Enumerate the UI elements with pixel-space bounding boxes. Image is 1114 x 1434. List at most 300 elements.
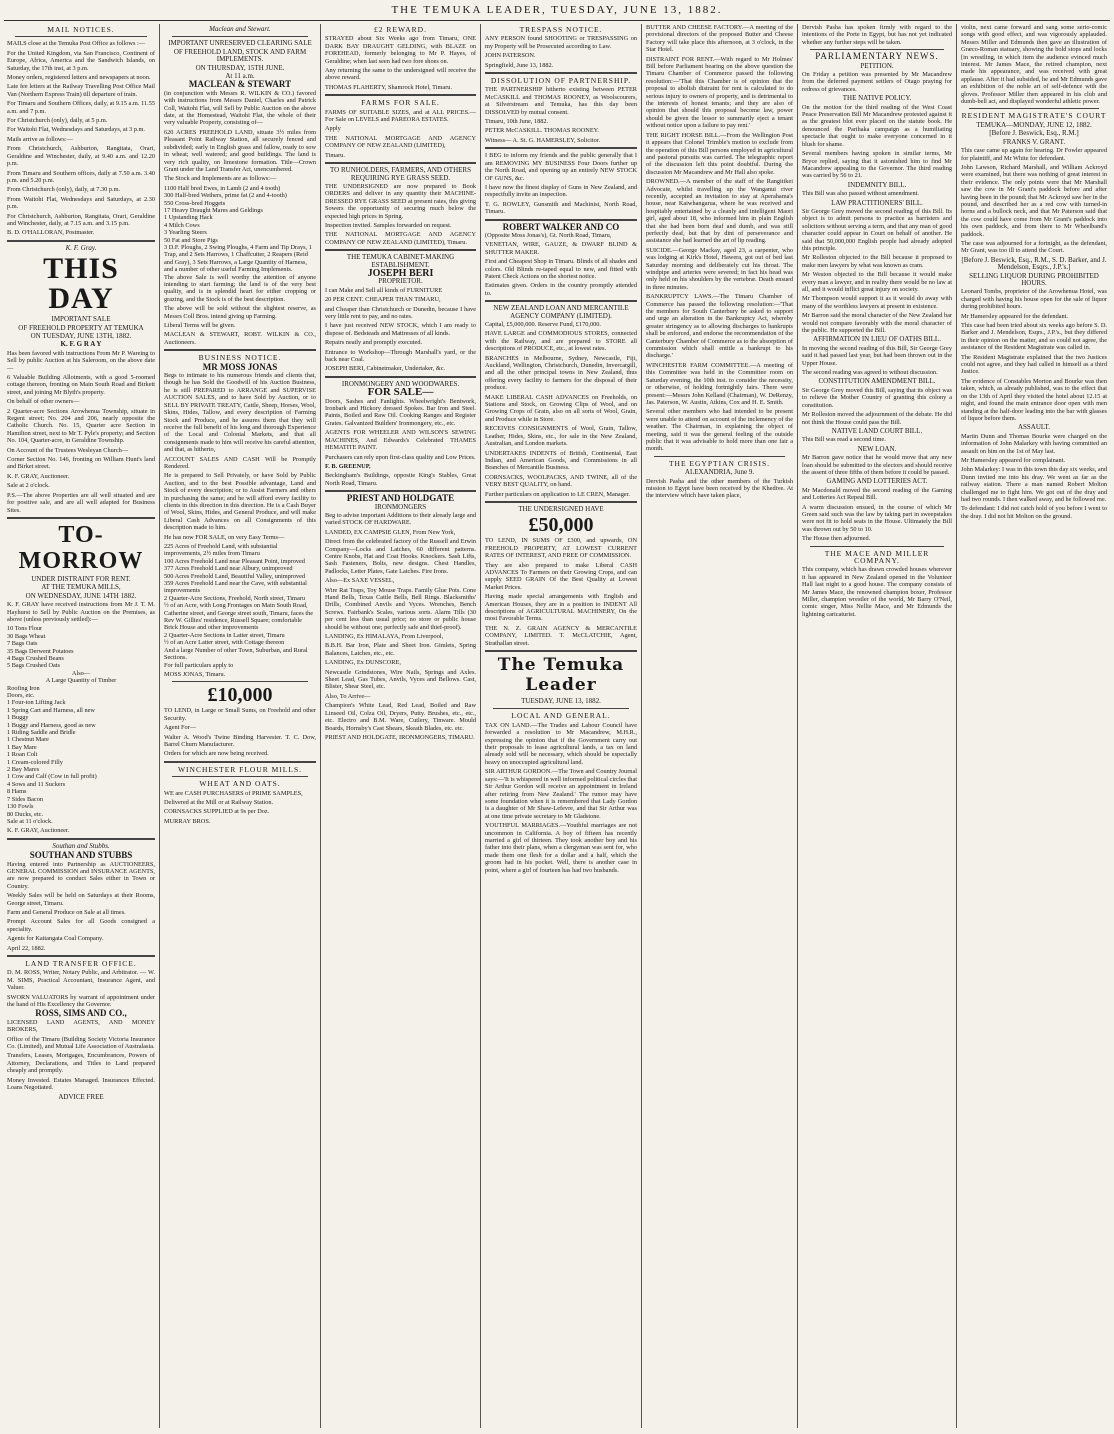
- ad-date: Timaru, 10th June, 1882.: [485, 118, 549, 126]
- divider: [7, 240, 155, 242]
- column-divider: [480, 24, 481, 1428]
- article-text: John Lawson, Richard Marshall, and William Ackroyd were examined, but there was nothing of great interest in their evidence. The only points were that Mr Marshall saw the cow in Mr Grant's paddock before and after having been in the pound; that Mr Ackroyd saw her in the pound, and described her as a red cow with turned-in horns and a bullock neck, and that Mr Paterson said that the cow could have come from Mr Grant's paddock into his own paddock, and from there to Mr Wheelband's paddock.: [961, 163, 1107, 238]
- mail-text: For Timaru and Southern Offices, daily, at 9.15 a.m. 11.55 a.m. and 7 p.m.: [7, 100, 155, 115]
- section-header: LOCAL AND GENERAL.: [511, 711, 611, 721]
- list-item: 225 Acres of Freehold Land, with substantial improvements, 2½ miles from Timaru: [164, 543, 278, 558]
- article-text: Several members having spoken in similar terms, Mr Bryce replied, saying that it astonished him to find Mr Macandrew appealing to the Governor. The third reading was carried by 56 to 21.: [802, 150, 952, 180]
- article-text: The case was adjourned for a fortnight, as the defendant, Mr Grant, was too ill to attend the Court.: [961, 239, 1107, 255]
- article-text: TAX ON LAND.—The Trades and Labour Council have forwarded a resolution to Mr Macandrew, M.H.R., expressing the opinion that if the Government carry out their proposals to lease agricultural lands, a tax on land already sold will be necessary, which should be especially heavy on unoccupied agricultural land.: [485, 721, 637, 766]
- mail-text: From Christchurch, Ashburton, Rangitata, Orari, Geraldine and Winchester, daily, at 9.40 a.m. and 12.20 p.m.: [7, 145, 155, 168]
- list-item: 4 Bags Crushed Beans: [7, 654, 64, 662]
- divider: [969, 108, 1099, 109]
- ad-text: Also, To Arrive—: [325, 692, 371, 700]
- column-divider: [641, 24, 642, 1428]
- list-item: 1 Buggy and Harness, good as new: [7, 721, 96, 729]
- auctioneer-name: K. F. G R A Y: [60, 340, 102, 349]
- firm-name: JOSEPH BERI: [367, 267, 434, 279]
- divider: [164, 349, 316, 351]
- article-text: On Friday a petition was presented by Mr Macandrew from the deferred payment settlers of Otago praying for redress of grievances.: [802, 71, 952, 93]
- article-text: Dervish Pasha has spoken firmly with regard to the intentions of the Porte in Egypt, but has not yet indicated whether any further steps will be taken.: [802, 24, 952, 46]
- article-text: John Malarkey: I was in this town this day six weeks, and Dunn invited me into his dray. We went as far as the railway station. There a man named Robert Molton challenged me to fight him. We got out of the dray and had two rounds. I then walked away, and he followed me.: [961, 466, 1107, 503]
- advertiser-tag: Southan and Stubbs.: [52, 841, 110, 850]
- advertiser-tag: K. F. Gray.: [65, 243, 97, 252]
- article-text: This company, which has drawn crowded houses wherever it has appeared in New Zealand opened in the Volunteer Hall last night to a good house. The company consists of Mr James Mace, the renowned champion boxer, Professor Miller, champion wrestler of the world, Mr Barry O'Neil, comic singer, Miss Nellie Mace, and Mr Edmunds the lightning caricaturist.: [802, 566, 952, 618]
- ad-text: Prompt Account Sales for all Goods consigned a speciality.: [7, 918, 155, 933]
- list-item: 1 Four-ton Lifting Jack: [7, 699, 66, 707]
- ad-text: He has now FOR SALE, on very Easy Terms—: [164, 533, 285, 541]
- article-text: Mr Weston objected to the Bill because it would make every man a lawyer, and in reality there would be no law at all, and it would inflict great injury on society.: [802, 271, 952, 293]
- list-item: 1 Riding Saddle and Bridle: [7, 729, 76, 737]
- article-text: Sir George Grey moved the second reading of this Bill. Its object is to admit persons to practice as barristers and solicitors without serving a term, and that any man of good character could appear in Court on behalf of another. He said that 50,000,000 English people had already adopted this principle.: [802, 207, 952, 252]
- sale-time: Sale at 11 o'clock.: [7, 817, 53, 825]
- ad-text: P.S.—The above Properties are all well situated and are for positive sale, and are all well adapted for Business Sites.: [7, 491, 155, 514]
- ad-signature: THOMAS FLAHERTY, Shamrock Hotel, Timaru.: [325, 83, 453, 91]
- ad-signature: PETER McCASKILL. THOMAS ROONEY.: [485, 127, 599, 135]
- ad-heading: NEW ZEALAND LOAN AND MERCANTILE AGENCY COMPANY (LIMITED).: [493, 304, 629, 320]
- divider: [7, 955, 155, 957]
- subheading: SELLING LIQUOR DURING PROHIBITED HOURS.: [969, 271, 1099, 287]
- ad-text: D. M. ROSS, Writer, Notary Public, and Arbitrator. — W. M. SIMS, Practical Accountant, Insurance Agent, and Valuer.: [7, 969, 155, 992]
- article-text: The Resident Magistrate explained that the two Justices could not agree, and they had called in himself as a third Justice.: [961, 353, 1107, 376]
- subheading: GAMING AND LOTTERIES ACT.: [826, 477, 928, 486]
- ad-text: The above will be sold without the slightest reserve, as Messrs Coll Bros. intend giving up Farming.: [164, 305, 316, 320]
- ad-heading: IRONMONGERS: [374, 502, 427, 511]
- ad-text: The above Sale is well worthy the attention of anyone intending to start farming; the land is of the very best quality, and is in splendid heart for either cropping or grazing, and the Stock is of the best description.: [164, 273, 316, 303]
- ad-signature: PRIEST AND HOLDGATE, IRONMONGERS, TIMARU.: [325, 733, 475, 741]
- ad-text: THE NATIONAL MORTGAGE AND AGENCY COMPANY OF NEW ZEALAND (LIMITED), Timaru.: [325, 231, 476, 246]
- ad-text: LANDING, Ex HIMALAYA, From Liverpool,: [325, 633, 444, 641]
- article-text: Mr Hamersley appeared for complainant.: [961, 456, 1066, 464]
- ad-text: LANDING, Ex DUNSCORE,: [325, 659, 401, 667]
- column-6: [799, 24, 955, 1428]
- subheading: PETITION.: [860, 61, 894, 70]
- divider: [325, 376, 476, 378]
- list-item: 2 Quarter-Acre Sections, Freehold, North street, Timaru: [164, 594, 305, 602]
- ad-text: 2 Quarter-acre Sections Arowhenua Township, situate in Regent street; No. 204 and 206, nearly opposite the Catholic Church. No. 15, Quarter acre Section in Hamilton street, next to Mr T. Pyle's property; and Section No. 104, Quarter-acre, in Geraldine Township.: [7, 407, 155, 445]
- ad-text: Beckingham's Buildings, opposite King's Stables, Great North Road, Timaru.: [325, 472, 476, 487]
- ad-text: (Opposite Moss Jonas's), Gt. North Road, Timaru,: [485, 231, 612, 239]
- list-item: 1100 Half bred Ewes, in Lamb (2 and 4 tooth): [164, 184, 281, 192]
- subheading: NEW LOAN.: [857, 444, 897, 453]
- ad-signature: MOSS JONAS, Timaru.: [164, 670, 226, 678]
- ad-text: Begs to intimate to his numerous friends and clients that, though he has Sold the Goodwill of his Auction Business, he is still PREPARED to ARRANGE and SUPERVISE AUCTION SALES, and to have Sold by Auction, or to SELL BY PRIVATE TREATY, Cattle, Sheep, Horses, Wool, Skins, Hides, Tallow, and every description of Farming Stock and Produce, and he assures them that they will receive the full benefit of his long and thorough Experience of the Local and Colonial Markets, and that all consignments made to him will receive his careful attention, and that, as hitherto,: [164, 372, 316, 454]
- list-item: 2 Quarter-Acre Sections in Latter street, Timaru: [164, 631, 285, 639]
- ad-text: FARMS OF SUITABLE SIZES, and at ALL PRICES.—For Sale on LEVELS and PAREORA ESTATES.: [325, 108, 476, 124]
- divider: [493, 708, 629, 709]
- ad-text: ANY PERSON found SHOOTING or TRESPASSING on my Property will be Prosecuted according to Law.: [485, 35, 637, 50]
- ad-text: Champion's White Lead, Red Lead, Boiled and Raw Linseed Oil, Colza Oil, Dryers, Putty. Brushes, etc., etc., etc. Electro and B.M. Ware, Cutlery, Tinware. Mould Boards, Hornsby's Cast Shears, Skeath Blades, etc. etc.: [325, 702, 476, 732]
- list-item: 1 Upstanding Hack: [164, 214, 213, 222]
- ad-text: and Cheaper than Christchurch or Dunedin, because I have very little rent to pay, and no rates.: [325, 305, 476, 320]
- firm-name: SOUTHAN AND STUBBS: [29, 850, 133, 861]
- firm-name: ROSS, SIMS AND CO.,: [35, 1008, 127, 1019]
- ad-text: (in conjunction with Messrs R. WILKIN & CO.) favored with instructions from Messrs Daniel, Charles and Patrick Coll, Waitohi Flat, will Sell by Public Auction on the above date, at the Homestead, Waitohi Flat, the whole of their very valuable Property, consisting of—: [164, 89, 316, 127]
- subheading: THE NATIVE POLICY.: [842, 94, 912, 103]
- article-text: YOUTHFUL MARRIAGES.—Youthful marriages are not uncommon in California. A boy of fifteen has recently married a girl of thirteen. They took another boy and his father into their plans, when a clergyman was sent for, who made them one flesh for a dollar and a half, which the groom had in his pocket. Well, there is another case in point, where a girl of fourteen has had two husbands.: [485, 822, 637, 874]
- ad-date: April 22, 1882.: [7, 944, 46, 952]
- ad-text: 6 Valuable Building Allotments, with a good 5-roomed cottage thereon, fronting on Main South Road and Birkett street, and joining Mr Blyth's property.: [7, 374, 155, 396]
- article-text: DISTRAINT FOR RENT.—With regard to Mr Holmes' Bill before Parliament bearing on the above question the Timaru Chamber of Commerce passed the following resolution:—'That this Chamber is of opinion that the proposal to abolish distraint for rent is calculated to do serious injury to owners of property, and is detrimental to the interests of honest tenants; and they are also of opinion that should this proposal become law, power should be given the lessor to summarily eject a tenant without notice upon a failure to pay rent.': [646, 55, 793, 130]
- mail-signature: B. D. O'HALLORAN, Postmaster.: [7, 229, 95, 237]
- ad-text: MAKE LIBERAL CASH ADVANCES on Freeholds, on Stations and Stock, on Growing Clips of Wool, and on Growing Crops of Grain, also on all sorts of Wool, Grain, and Produce while in Store.: [485, 393, 637, 423]
- list-item: 3 Yearling Steers: [164, 229, 207, 237]
- firm-name: MACLEAN & STEWART: [188, 79, 292, 90]
- article-text: This Bill was also passed without amendment.: [802, 190, 920, 198]
- divider: [325, 490, 476, 492]
- ad-heading: PROPRIETOR.: [378, 277, 423, 286]
- sale-subheading: UNDER DISTRAINT FOR RENT.: [31, 574, 131, 583]
- column-divider: [956, 24, 957, 1428]
- ad-heading: ON THURSDAY, 15TH JUNE.: [195, 63, 285, 72]
- column-4: [482, 24, 640, 1428]
- ad-text: Has been favored with instructions From Mr P. Wareing to Sell by public Auction at his Saleroom, on the above date—: [7, 349, 155, 372]
- section-header: FARMS FOR SALE.: [361, 98, 440, 108]
- section-header: THE MACE AND MILLER COMPANY.: [824, 548, 930, 565]
- article-text: In moving the second reading of this Bill, Sir George Grey said it had passed last year, but had been thrown out in the Upper House.: [802, 344, 952, 367]
- list-item: 80 Ducks, etc.: [7, 810, 44, 818]
- list-item: 7 Sides Bacon: [7, 795, 44, 803]
- ad-text: LICENSED LAND AGENTS, AND MONEY BROKERS,: [7, 1018, 155, 1034]
- list-item: 300 Half-bred Wethers, prime fat (2 and 4-tooth): [164, 192, 287, 200]
- ad-text: Purchasers can rely upon first-class quality and Low Prices.: [325, 453, 476, 461]
- ad-text: Orders for which are now being received.: [164, 750, 269, 758]
- list-item: Roofing Iron: [7, 684, 40, 692]
- article-text: The second reading was agreed to without discussion.: [802, 369, 938, 377]
- firm-name: PRIEST AND HOLDGATE: [346, 493, 455, 504]
- article-text: SUICIDE.—George Mackay, aged 23, a carpenter, who was lodging at Kirk's Hotel, Hawera, got out of bed last Saturday morning and deliberately cut his throat. The windpipe and arteries were severed; in fact his head was only held on his shoulders by the vertebræ. Death ensued in three minutes.: [646, 246, 793, 291]
- list-item: 130 Fowls: [7, 803, 34, 811]
- list-item: 4 Milch Cows: [164, 221, 200, 229]
- ad-text: Capital, £5,000,000. Reserve Fund, £170,000.: [485, 321, 601, 328]
- article-text: Mr Rolleston objected to the Bill because it proposed to make men lawyers by what was known as cram.: [802, 254, 952, 269]
- divider: [485, 72, 637, 74]
- divider: [164, 761, 316, 763]
- ad-text: CORNSACKS SUPPLIED at 9s per Doz.: [164, 808, 270, 816]
- subheading: LAW PRACTITIONERS' BILL.: [831, 198, 923, 207]
- list-item: 1 Cow and Calf (Cow in full profit): [7, 773, 97, 781]
- ad-signature: T. G. ROWLEY, Gunsmith and Machinist, North Road, Timaru.: [485, 200, 637, 216]
- list-item: 8 Hams: [7, 788, 27, 796]
- ad-text: Newcastle Grindstones, Wire Nails, Springs and Axles. Sheet Lead, Gas Tubes, Anvils, Vyces and Bellows. Cast, Blister, Shear Steel, etc.: [325, 668, 476, 691]
- ad-text: STRAYED about Six Weeks ago from Timaru, ONE DARK BAY DRAUGHT GELDING, with BLAZE on FOREHEAD, formerly belonging to Mr P. Hayes, of Geraldine; when last seen had two fore shoes on.: [325, 35, 476, 65]
- divider: [325, 162, 476, 164]
- ad-signature: THE N. Z. GRAIN AGENCY & MERCANTILE COMPANY, LIMITED. T. McCLATCHIE, Agent, Strathallan street.: [485, 624, 637, 647]
- ad-text: They are also prepared to make Liberal CASH ADVANCES To Farmers on their Growing Crops, and can supply SEED GRAIN Of the Best Quality at Lowest Market Prices.: [485, 561, 637, 591]
- list-item: 500 Acres Freehold Land, Beautiful Valley, unimproved: [164, 572, 306, 580]
- ad-text: Weekly Sales will be held on Saturdays at their Rooms, George street, Timaru.: [7, 892, 155, 907]
- article-text: Mr Hamersley appeared for the defendant.: [961, 312, 1068, 320]
- article-text: Mr Macdonald moved the second reading of the Gaming and Lotteries Act Repeal Bill.: [802, 486, 952, 502]
- list-item: And a large Number of other Town, Suburban, and Rural Sections.: [164, 646, 308, 662]
- list-item: 3 D.F. Ploughs, 2 Swing Ploughs, 4 Farm and Tip Drays, 1 Trap, and 2 Sets Harrows, 1 Chaffcutter, 2 Reapers (Reid and Gray), 3 Sets Harrows, a Large Quantity of Harness, and a number of other useful Farming Implements.: [164, 243, 312, 274]
- divider: [485, 147, 637, 149]
- list-item: 5 Bags Crushed Oats: [7, 662, 60, 670]
- divider: [325, 94, 476, 96]
- ad-text: BRANCHES in Melbourne, Sydney, Newcastle, Fiji, Auckland, Wellington, Christchurch, Dunedin, Invercargill, and all the other principal towns in New Zealand, thus offering every facility to farmers for the disposal of their produce.: [485, 354, 637, 392]
- article-text: violin, next came forward and sang some serio-comic songs with good effect, and was vigorously applauded. Messrs Miller and Edmunds then gave an illustration of Græco-Roman statuary, showing the bold stops and locks [in wrestling, in which item the audience evinced much interest. Mr James Mace, the retired champion, next made his appearance, and was received with great applause. After it had subsided, he and Mr Edmunds gave an exhibition of the noble art of self-defence with the gloves. Professor Miller then appeared in his club and dumb-bell act, and displayed wonderful athletic power.: [961, 24, 1107, 106]
- section-header: WHEAT AND OATS.: [199, 779, 281, 789]
- section-header: RESIDENT MAGISTRATE'S COURT: [961, 111, 1107, 121]
- article-text: BANKRUPTCY LAWS.—The Timaru Chamber of Commerce has passed the following resolution:—'That the members for South Canterbury be asked to support and urge an alteration in the Bankruptcy Act, whereby greater stringency as to allowing discharges to bankrupts shall be enforced, and endorse the recommendation of the Canterbury Chamber of Commerce as to the absorption of commission which shall entitle a bankrupt to his discharge.': [646, 293, 793, 360]
- subheading: CONSTITUTION AMENDMENT BILL.: [818, 377, 936, 386]
- list-item: 17 Heavy Draught Mares and Geldings: [164, 206, 263, 214]
- ad-text: For full particulars apply to: [164, 661, 234, 669]
- mail-text: Money orders, registered letters and newspapers at noon.: [7, 74, 151, 82]
- ad-text: Having made special arrangements with English and American Houses, they are in a position to INDENT All descriptions of AGRICULTURAL MACHINERY, On the most Favorable Terms.: [485, 593, 637, 623]
- column-2: [161, 24, 319, 1428]
- list-item: 30 Bags Wheat: [7, 632, 46, 640]
- ad-text: Wire Rat Traps, Toy Mouse Traps. Family Glue Pots. Cone Hand Bells, Texas Cattle Bells, Bell Rings. Blacksmiths' Drills, Combined Anvils and Vyces. Wrenches, Bench Screws. Fairbank's Scales, various sorts. Alarm Tills (30 per cent less than usual price; no store or public house should be without one; perfectly safe and thief-proof).: [325, 586, 476, 631]
- ad-text: Delivered at the Mill or at Railway Station.: [164, 798, 274, 806]
- ad-text: ACCOUNT SALES AND CASH Will be Promptly Rendered.: [164, 455, 316, 470]
- list-item: ½ of an Acre Latter street, with Cottage thereon: [164, 639, 285, 647]
- list-item: 100 Acres Freehold Land near Pleasant Point, improved: [164, 557, 305, 565]
- stock-list: [164, 185, 316, 274]
- mail-text: Late fee letters at the Railway Travelling Post Office Mail Van (Northern Express Train) till departure of train.: [7, 83, 155, 98]
- ad-text: Agent For—: [164, 724, 197, 732]
- column-divider: [159, 24, 160, 1428]
- list-item: 1 Spring Cart and Harness, all new: [7, 706, 95, 714]
- divider: [7, 838, 155, 840]
- ad-text: Beg to advise important Additions to their already large and varied STOCK OF HARDWARE.: [325, 511, 476, 527]
- article-text: Dervish Pasha and the other members of the Turkish mission to Egypt have been received by the Khedive. At the interview which have taken place,: [646, 477, 793, 500]
- divider: [485, 219, 637, 221]
- list-item: 377 Acres Freehold Land near Albury, unimproved: [164, 565, 293, 573]
- list-item: 359 Acres Freehold Land near the Cave, with substantial improvements: [164, 580, 307, 595]
- ad-heading: THE UNDERSIGNED HAVE: [518, 504, 604, 513]
- ad-text: Repairs neatly and promptly executed.: [325, 339, 423, 347]
- column-7: [958, 24, 1110, 1428]
- ad-text: On behalf of other owners—: [7, 398, 80, 406]
- ad-heading: TO RUNHOLDERS, FARMERS, AND OTHERS REQUIRING RYE GRASS SEED.: [330, 166, 471, 182]
- ad-text: Office of the Timaru (Building Society Victoria Insurance Co. (Limited), and Mutual Life Association of Australasia.: [7, 1035, 155, 1051]
- ad-signature: JOHN PATERSON.: [485, 52, 536, 60]
- ad-text: Corner Section No. 146, fronting on William Hunt's land and Birket street.: [7, 456, 155, 471]
- ad-text: Witness— A. St. G. HAMERSLEY, Solicitor.: [485, 136, 601, 144]
- section-header: PARLIAMENTARY NEWS.: [815, 51, 939, 62]
- divider: [485, 501, 637, 503]
- ad-text: Direct from the celebrated factory of the Russell and Erwin Company—Locks and Latches, 60 different patterns. Centre Knobs, Hat and Coat Hooks. Knockers. Sash Lifts, Sash Fasteners, Bolts, new designs. Chest Handles, Padlocks, Letter Plates, Gate Latches. Fire Irons.: [325, 538, 476, 575]
- ad-text: Estimates given. Orders in the country promptly attended to.: [485, 282, 637, 297]
- subheading: FRANKS V. GRANT.: [1002, 137, 1066, 146]
- ad-text: 20 PER CENT. CHEAPER THAN TIMARU,: [325, 296, 441, 304]
- article-text: WINCHESTER FARM COMMITTEE.—A meeting of this Committee was held in the Committee room on Saturday evening, the 10th inst. to consider the necessity, or otherwise, of holding fortnightly fairs. There were present:—Messrs John Kelland (Chairman), W. DeRenzy, Jas. Paterson, W. Austin, Atkins, Cox and H. E. Smith.: [646, 361, 793, 406]
- ad-text: Having entered into Partnership as AUCTIONEERS, GENERAL COMMISSION and INSURANCE AGENTS, are now prepared to conduct Sales either in Town or Country.: [7, 860, 155, 890]
- ad-text: Agents for Kaitangata Coal Company.: [7, 935, 104, 943]
- article-text: A warm discussion ensued, in the course of which Mr Green said such was the law by taking part in sweepstakes were not fit to hold seats in the House. Ultimately the Bill was thrown out by 50 to 10.: [802, 503, 952, 533]
- sale-subheading: AT THE TEMUKA MILLS,: [41, 583, 121, 592]
- article-text: On the motion for the third reading of the West Coast Peace Preservation Bill Mr Macandrew protested against it as the greatest blot ever placed on the statute book. He denounced the Parihaka campaign as a humiliating spectacle that ought to make everyone concerned in it blush for shame.: [802, 103, 952, 148]
- ad-text: Doors, Sashes and Fanlights. Wheelwright's Bentwork, Ironbark and Hickory dressed Spokes. Bar Iron and Steel. Paints, Boiled and Raw Oil. Cooking Ranges and Register Grates. Galvanized Builders' Ironmongery, etc., etc.: [325, 397, 476, 427]
- divider: [172, 776, 308, 777]
- list-item: ½ of an Acre, with Long Frontages on Main South Road, Catherine street, and George street south, Timaru, faces the Rev W. Gillies' residence, Russell Square; comfortable Brick House and other improvements: [164, 602, 314, 632]
- list-item: Doors, etc.: [7, 692, 35, 699]
- article-text: BUTTER AND CHEESE FACTORY.—A meeting of the provisional directors of the proposed Butter and Cheese Factory will take place this afternoon, at 3 o'clock, in the Star Hotel.: [646, 24, 793, 54]
- divider: [172, 36, 308, 37]
- ad-text: I have now the finest display of Guns in New Zealand, and respectfully invite an inspection.: [485, 183, 637, 199]
- ad-text: Walter A. Wood's Twine Binding Harvester. T. C. Dow, Barrel Churn Manufacturer.: [164, 733, 316, 748]
- list-item: A Large Quantity of Timber: [45, 677, 117, 685]
- ad-text: WE are CASH PURCHASERS of PRIME SAMPLES,: [164, 789, 303, 797]
- ad-text: Money Invested. Estates Managed. Insurances Effected. Loans Negotiated.: [7, 1076, 155, 1092]
- mail-text: From Waitohi Flat, Wednesdays and Saturdays, at 2.30 p.m.: [7, 195, 155, 211]
- section-header: BUSINESS NOTICE.: [198, 353, 282, 363]
- firm-name: ROBERT WALKER AND CO: [502, 221, 620, 232]
- advice-free: ADVICE FREE: [58, 1092, 104, 1101]
- lot-list: [7, 625, 155, 818]
- mail-text: From Timaru and Southern offices, daily at 7.50 a.m. 3.40 p.m. and 5.20 p.m.: [7, 169, 155, 184]
- loan-amount: £50,000: [528, 514, 594, 537]
- section-header: TRESPASS NOTICE.: [519, 25, 603, 34]
- list-item: 10 Tons Flour: [7, 625, 43, 633]
- issue-date: TUESDAY, JUNE 13, 1882.: [521, 697, 601, 706]
- list-item: 35 Bags Derwent Potatoes: [7, 647, 74, 655]
- article-text: This case came up again for hearing. Dr Fowler appeared for plaintiff, and Mr White for defendant.: [961, 147, 1107, 162]
- ad-text: Entrance to Workshop—Through Marshall's yard, or the back near Coal.: [325, 348, 476, 364]
- list-item: 550 Cross-bred Hoggets: [164, 199, 226, 207]
- list-item: 1 Roan Colt: [7, 751, 38, 759]
- ad-text: VENETIAN, WIRE, GAUZE, & DWARF BLIND & SHUTTER MAKER.: [485, 241, 637, 256]
- divider: [485, 650, 637, 652]
- sale-subheading: IMPORTANT SALE: [51, 315, 111, 324]
- ad-text: 620 ACRES FREEHOLD LAND, situate 3½ miles from Pleasant Point Railway Station, all securely fenced and subdivided; early in English grass and fallow, ready to sow in wheat; well watered; and good buildings. The land is very rich quality, on limestone formation. Title—Crown Grant under the Land Transfer Act, unencumbered.: [164, 128, 316, 173]
- this-day-headline: THIS DAY: [43, 252, 119, 316]
- article-text: Martin Dunn and Thomas Bourke were charged on the information of John Malarkey with having committed an assault on him on the 1st of May last.: [961, 432, 1107, 455]
- mail-text: For Waitohi Flat, Wednesdays and Saturdays, at 3 p.m.: [7, 126, 145, 134]
- ad-text: Timaru.: [325, 151, 345, 159]
- article-text: To defendant: I did not catch hold of you before I went to the dray. I did not hit Molton on the ground.: [961, 505, 1107, 520]
- sale-subheading: OF FREEHOLD PROPERTY AT TEMUKA: [18, 323, 144, 332]
- ad-date: Springfield, June 13, 1882.: [485, 61, 554, 69]
- section-header: £2 REWARD.: [374, 25, 427, 34]
- divider: [810, 546, 944, 547]
- dateline: TEMUKA—MONDAY, JUNE 12, 1882.: [976, 120, 1092, 129]
- ad-text: RECEIVES CONSIGNMENTS of Wool, Grain, Tallow, Leather, Hides, Skins, etc., for sale in the New Zealand, Australian, and London markets.: [485, 425, 637, 448]
- ad-text: First and Cheapest Shop in Timaru. Blinds of all shades and colors. Old Blinds re-taped equal to new, and fitted with Patent Check Actions on the shortest notice.: [485, 258, 637, 280]
- mail-text: For Christchurch (only), daily, at 5 p.m.: [7, 117, 108, 125]
- section-header: DISSOLUTION OF PARTNERSHIP.: [490, 76, 632, 86]
- ad-text: THE NATIONAL MORTGAGE AND AGENCY COMPANY OF NEW ZEALAND (LIMITED),: [325, 134, 476, 150]
- article-text: Leonard Tombs, proprietor of the Arowhenua Hotel, was charged with having his house open for the sale of liquor during prohibited hours.: [961, 288, 1107, 311]
- ad-text: UNDERTAKES INDENTS of British, Continental, East Indian, and American Goods, and Commissions in all Branches of Mercantile Business.: [485, 449, 637, 472]
- list-item: 2 Bay Mares: [7, 766, 40, 774]
- ad-text: SWORN VALUATORS by warrant of appointment under the hand of His Excellency the Governor.: [7, 993, 155, 1009]
- divider: [15, 36, 147, 37]
- divider: [654, 456, 785, 457]
- ad-heading: IMPORTANT UNRESERVED CLEARING SALE: [168, 39, 312, 48]
- advertiser-tag: Maclean and Stewart.: [209, 25, 271, 33]
- ad-text: He is prepared to Sell Privately, or have Sold by Public Auction, and to the best Possible advantage, Land and Stock of every description; or to Assist Farmers and others in purchasing the same; and he will afford every facility to clients in this direction in this direction. He is a Cash Buyer of Wool, Skins, Hides, and General Produce, and will make Liberal Cash Advances on all Consignments of this description made to him.: [164, 472, 316, 532]
- column-divider: [320, 24, 321, 1428]
- section-header: LAND TRANSFER OFFICE.: [25, 959, 137, 968]
- ad-signature: JOSEPH BERI, Cabinetmaker, Undertaker, &c.: [325, 365, 446, 373]
- ad-text: Farm and General Produce on Sale at all times.: [7, 908, 126, 916]
- ad-text: Also—Ex SAXE VESSEL,: [325, 577, 395, 585]
- list-item: 1 Chestnut Mare: [7, 736, 49, 744]
- list-item: 1 Buggy: [7, 714, 29, 722]
- mail-text: For Christchurch, Ashburton, Rangitata, Orari, Geraldine and Winchester, daily, at 7.15 a.m. and 3.15 p.m.: [7, 212, 155, 227]
- article-text: SIR ARTHUR GORDON.—The Town and Country Journal says:—'It is whispered in well informed political circles that Sir Arthur Gordon will receive an appointment in Ireland after retiring from New Zealand.' The rumor may have some foundation when it is remembered that Lady Gordon is a daughter of Mr Shaw-Lefevre, and that Sir Arthur was at one time private secretary to Mr Gladstone.: [485, 768, 637, 820]
- ad-text: THE PARTNERSHIP hitherto existing between PETER McCASKILL and THOMAS ROONEY, as Woolscourers, at Silverstream and Temuka, has this day been DISSOLVED by mutual consent.: [485, 86, 637, 116]
- subheading: NATIVE LAND COURT BILL.: [831, 426, 923, 435]
- article-text: Several other members who had intended to be present were unable to attend on account of the inclemency of the weather. The Chairman, in explaining the object of meeting, said it was the general feeling of the outside public that it was advisable to hold more than one fair a month.: [646, 408, 793, 453]
- mail-notices-header: MAIL NOTICES.: [47, 25, 115, 34]
- to-morrow-headline: TO-MORROW: [18, 521, 144, 574]
- article-text: Mr Barron said the moral character of the New Zealand bar would not compare favorably with the moral character of the public. He supported the Bill.: [802, 312, 952, 335]
- bench-note: [Before J. Beswick, Esq., R.M., S. D. Barker, and J. Mendelson, Esqrs., J.P.'s.]: [961, 255, 1107, 272]
- ad-text: The Stock and Implements are as follows:—: [164, 175, 277, 183]
- ad-text: I BEG to inform my friends and the public generally that I am REMOVING MY BUSINESS Four Doors further up the North Road, and opening up an entirely NEW STOCK OF GUNS, &c.: [485, 152, 637, 182]
- ad-signature: MACLEAN & STEWART, ROBT. WILKIN & CO., Auctioneers.: [164, 331, 316, 346]
- list-item: 7 Bags Oats: [7, 640, 38, 648]
- sale-date: ON TUESDAY, JUNE 13TH, 1882.: [30, 331, 132, 340]
- ad-heading: FOR SALE—: [367, 386, 434, 399]
- article-text: The evidence of Constables Morton and Bourke was then taken, which, as already published, was to the effect that on the 13th of April they visited the hotel about 12.15 at night, and found the main entrance door open with men standing at the half-door leading into the bar with glasses of liquor before them.: [961, 377, 1107, 422]
- newspaper-title: The Temuka Leader: [497, 655, 625, 696]
- article-text: THE RIGHT HORSE BILL.—From the Wellington Post it appears that Colonel Trimble's motion to exclude from the operation of this Bill persons employed in agricultural and pastoral pursuits was carried. The telegraphic report of the discussion left this point doubtful. During the discussion Mr Macandrew and Mr Hall also spoke.: [646, 131, 793, 176]
- ad-text: TO LEND, in Large or Small Sums, on Freehold and other Security.: [164, 707, 316, 722]
- mail-text: For the United Kingdom, via San Francisco, Continent of Europe, Africa, America and the Sandwich Islands, on Saturday, the 17th inst, at 3 p.m.: [7, 49, 155, 72]
- ad-text: K. F. GRAY have received instructions from Mr J. T. M. Hayhurst to Sell by Public Auction on the Premises, as above (unless previously settled):—: [7, 601, 155, 623]
- subheading: ASSAULT.: [1017, 423, 1051, 432]
- subheading: INDEMNITY BILL.: [847, 180, 907, 189]
- ad-text: Apply: [325, 125, 341, 133]
- ad-heading: THE TEMUKA CABINET-MAKING ESTABLISHMENT.: [346, 253, 455, 269]
- column-3: [322, 24, 479, 1428]
- article-text: This case had been tried about six weeks ago before S. D. Barker and J. Mendelson, Esqrs., J.P.'s., but they differed in their opinion on the matter, and so could not agree, the assistance of the Resident Magistrate was called in.: [961, 322, 1107, 352]
- ad-heading: IRONMONGERY AND WOODWARES.: [341, 379, 460, 388]
- ad-text: THE UNDERSIGNED are now prepared to Book ORDERS and deliver in any quantity their MACHINE-DRESSED RYE GRASS SEED at present rates, this giving Sowers the opportunity of securing much below the expected high prices in Spring.: [325, 182, 476, 220]
- divider: [810, 49, 944, 50]
- bench-note: [Before J. Beswick, Esq., R.M.]: [989, 129, 1079, 138]
- masthead-rule: [4, 20, 1110, 21]
- article-text: Mr Thompson would support it as it would do away with many of the worthless lawyers at present in existence.: [802, 295, 952, 310]
- property-list: [164, 543, 316, 662]
- ad-text: Any returning the same to the undersigned will receive the above reward.: [325, 67, 476, 82]
- ad-text: On Account of the Trustees Wesleyan Church—: [7, 446, 129, 454]
- article-text: Sir George Grey moved this Bill, saying that its object was to relieve the Mother Country of granting this colony a constitution.: [802, 386, 952, 409]
- list-item: 1 Cream-colored Filly: [7, 758, 63, 766]
- mail-text: Mails arrive as follows:—: [7, 135, 73, 143]
- article-text: Mr Rolleston moved the adjournment of the debate. He did not think the House could pass the Bill.: [802, 411, 952, 426]
- list-item: 50 Fat and Store Pigs: [164, 236, 218, 244]
- ad-text: LANDED, EX CAMPSIE GLEN, From New York,: [325, 528, 456, 536]
- column-1: [4, 24, 158, 1428]
- column-divider: [797, 24, 798, 1428]
- mail-text: MAILS close at the Temuka Post Office as follows :—: [7, 40, 146, 48]
- ad-text: CORNSACKS, WOOLPACKS, AND TWINE, all of the VERY BEST QUALITY, on hand.: [485, 473, 637, 489]
- section-header: THE EGYPTIAN CRISIS.: [668, 458, 771, 468]
- article-text: The House then adjourned.: [802, 535, 871, 543]
- ad-text: B.B.H. Bar Iron, Plate and Sheet Iron. Gimlets, Spring Balances, Latches, etc., etc.: [325, 642, 476, 657]
- ad-text: Inspection invited. Samples forwarded on request.: [325, 221, 452, 229]
- list-item: Also—: [71, 669, 91, 677]
- article-text: Mr Barron gave notice that he would move that any new loan should be submitted to the electors and should receive the assent of three fifths of them before it could be passed.: [802, 454, 952, 476]
- sale-date: ON WEDNESDAY, JUNE 14TH 1882.: [25, 591, 137, 600]
- ad-text: Transfers, Leases, Mortgages, Encumbrances, Powers of Attorney, Declarations, and Titles to Land prepared cheaply and promptly.: [7, 1052, 155, 1075]
- mail-text: From Christchurch (only), daily, at 7.30 p.m.: [7, 186, 121, 194]
- masthead: THE TEMUKA LEADER, TUESDAY, JUNE 13, 1882.: [391, 4, 723, 16]
- section-header: WINCHESTER FLOUR MILLS.: [177, 764, 303, 774]
- list-item: 4 Sows and 11 Suckers: [7, 780, 66, 788]
- loan-amount: £10,000: [207, 684, 273, 707]
- ad-signature: K. F. GRAY, Auctioneer.: [7, 827, 70, 835]
- dateline: ALEXANDRIA, June 9.: [684, 468, 755, 477]
- column-5: [643, 24, 796, 1428]
- ad-signature: K. F. GRAY, Auctioneer.: [7, 472, 70, 480]
- article-text: This Bill was read a second time.: [802, 436, 886, 444]
- firm-name: MR MOSS JONAS: [202, 361, 278, 372]
